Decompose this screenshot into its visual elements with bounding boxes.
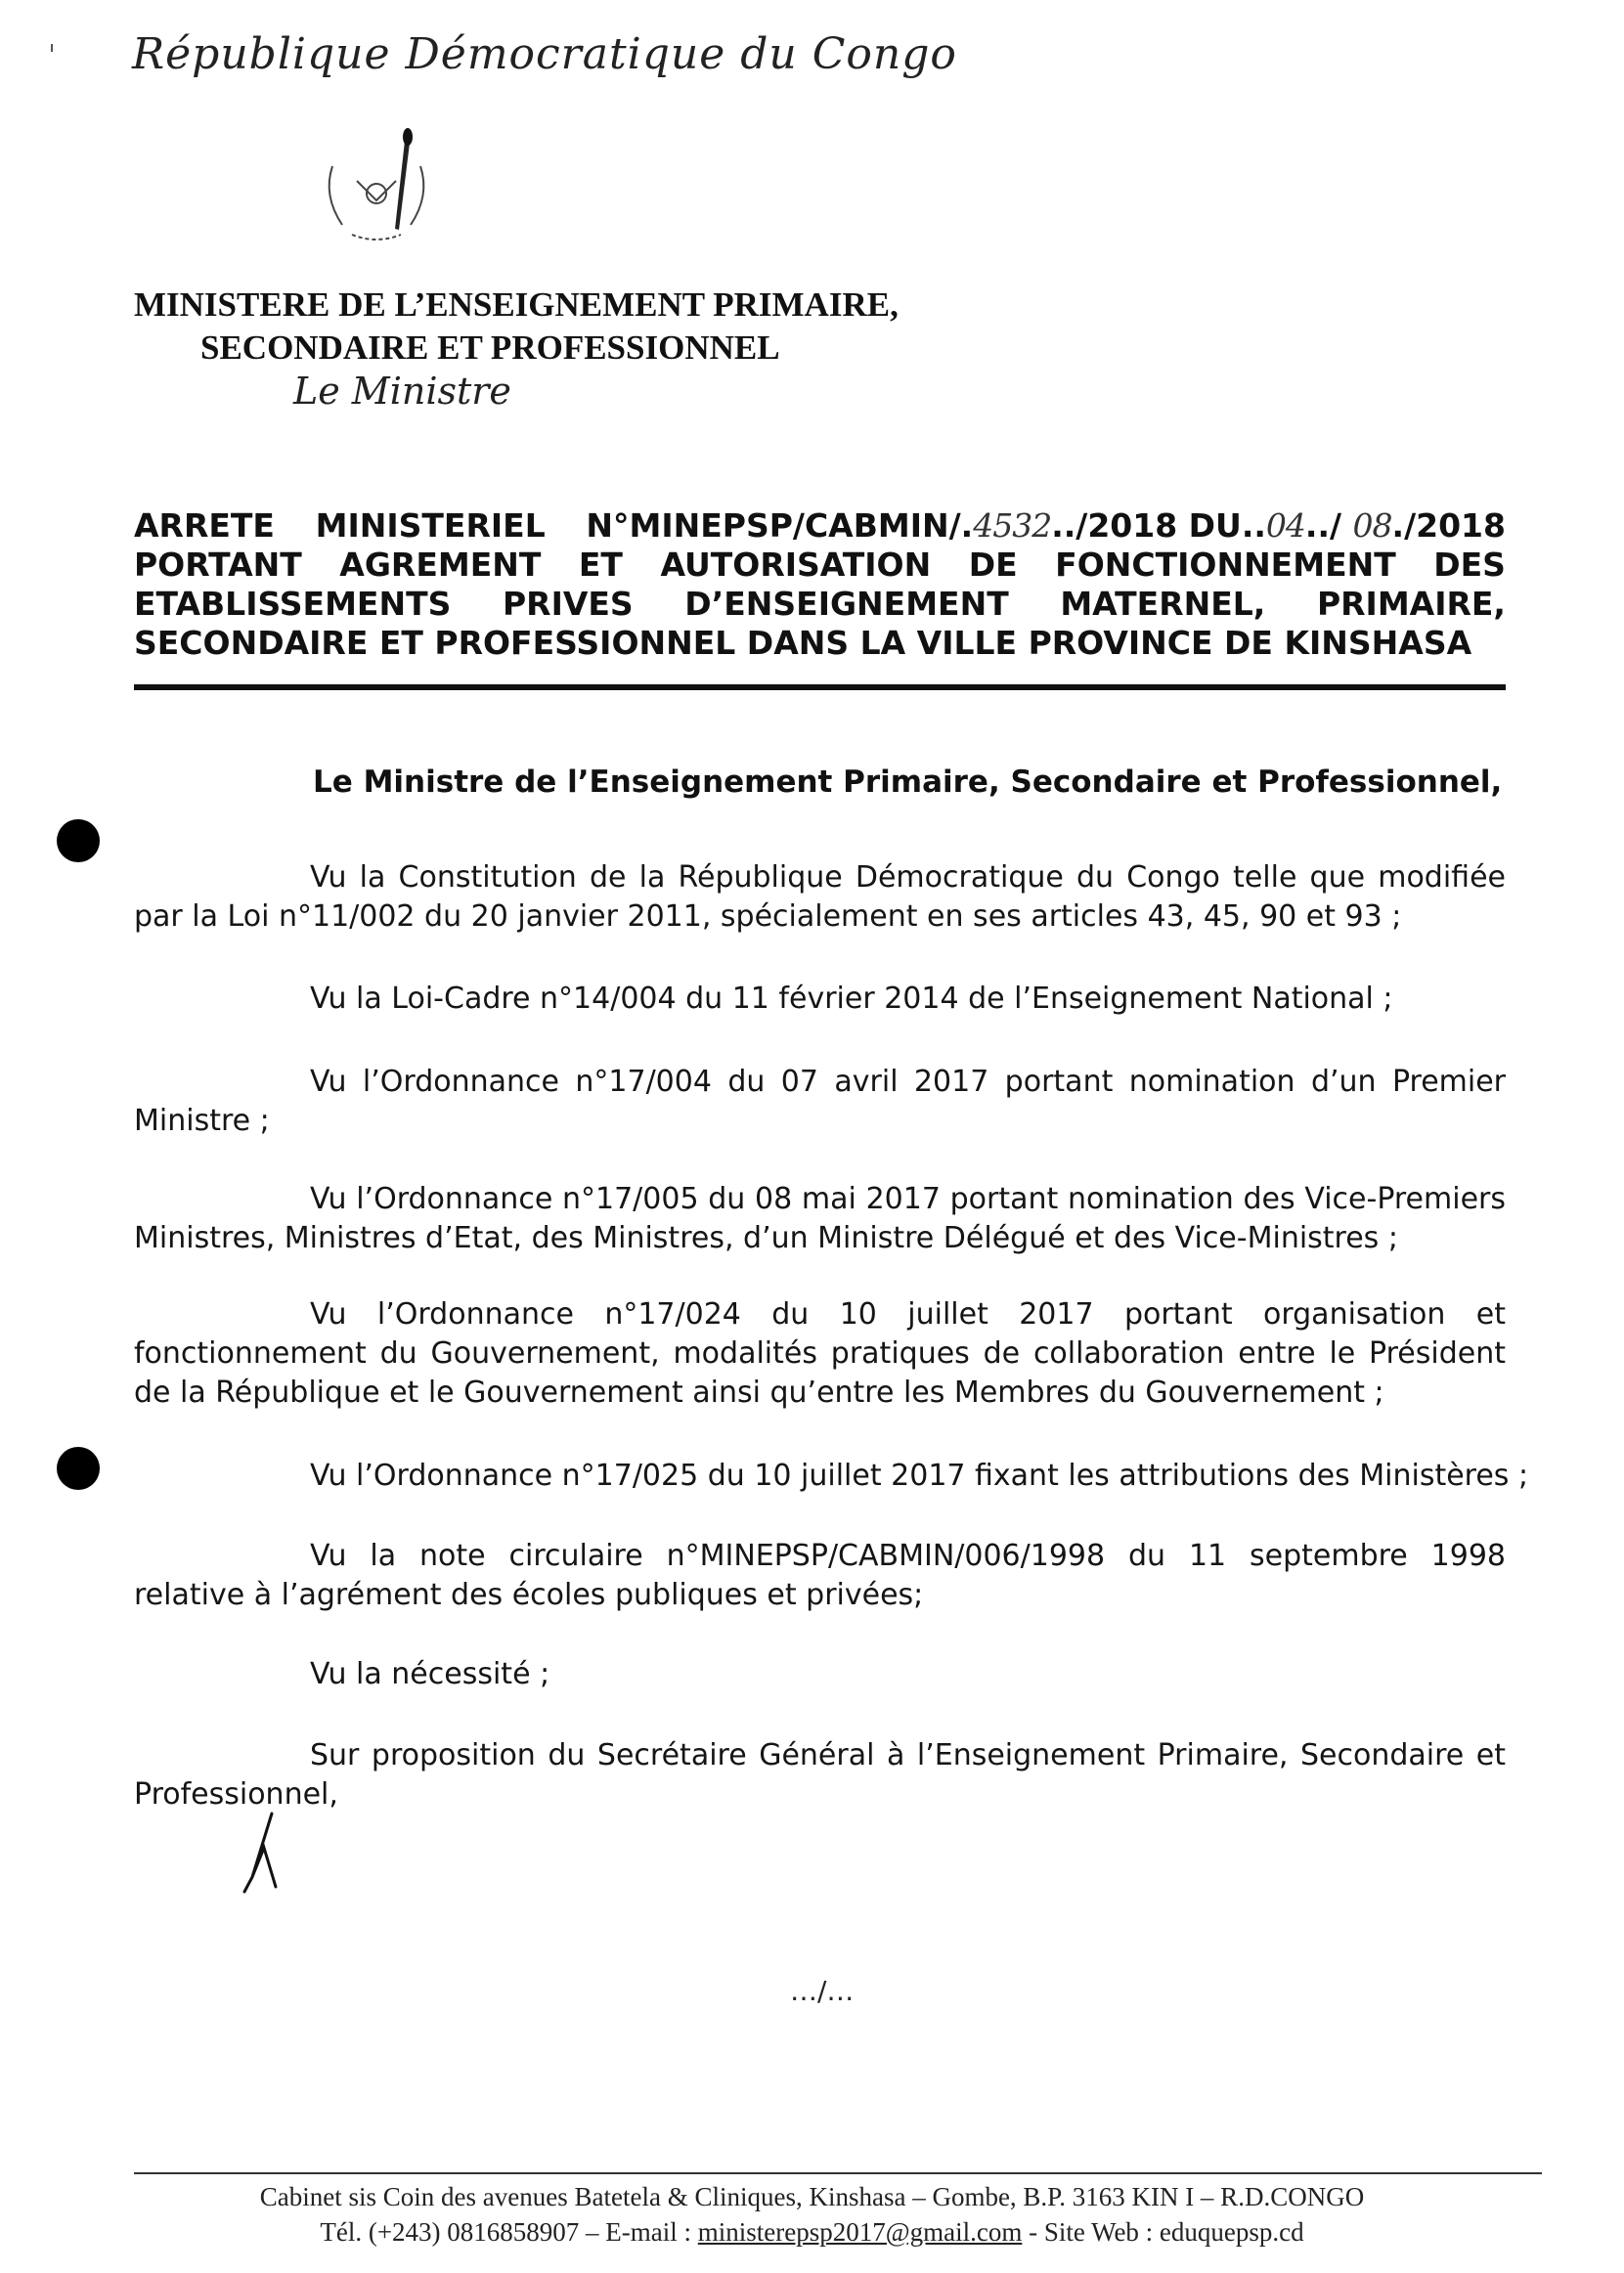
handwritten-day: 04 — [1265, 506, 1305, 545]
ministry-line-1: MINISTERE DE L’ENSEIGNEMENT PRIMAIRE, — [134, 285, 899, 324]
decree-number: N°MINEPSP/CABMIN/.4532../2018 DU..04../ 08./2018 — [586, 506, 1506, 545]
heading-word: ET — [578, 546, 623, 584]
heading-word: MATERNEL, — [1060, 585, 1266, 623]
heading-word: SECONDAIRE ET PROFESSIONNEL DANS LA VILLE PROVINCE DE KINSHASA — [134, 624, 1472, 662]
coat-of-arms-emblem — [313, 127, 440, 249]
visa-paragraph: Vu l’Ordonnance n°17/004 du 07 avril 2017 portant nomination d’un Premier Ministre ; — [134, 1065, 1506, 1138]
heading-word: ARRETE — [134, 506, 275, 545]
heading-word: D’ENSEIGNEMENT — [684, 585, 1009, 623]
visa-paragraph: Vu la Loi-Cadre n°14/004 du 11 février 2014 de l’Enseignement National ; — [310, 982, 1393, 1016]
heading-line-4 — [134, 624, 1506, 663]
heading-word: FONCTIONNEMENT — [1055, 546, 1396, 584]
visa-paragraph: Vu la note circulaire n°MINEPSP/CABMIN/006/1998 du 11 septembre 1998 relative à l’agrément des écoles publiques et privées; — [134, 1539, 1506, 1612]
heading-line-1 — [134, 506, 1506, 546]
punch-hole-mark — [57, 819, 100, 862]
punch-hole-mark — [57, 1447, 100, 1490]
visa-paragraph: Vu l’Ordonnance n°17/025 du 10 juillet 2017 fixant les attributions des Ministères ; — [310, 1459, 1529, 1493]
heading-word: DE — [968, 546, 1018, 584]
heading-word: PRIVES — [502, 585, 634, 623]
heading-word: ETABLISSEMENTS — [134, 585, 452, 623]
visa-paragraph: Vu l’Ordonnance n°17/024 du 10 juillet 2017 portant organisation et fonctionnement du Gouvernement, modalités pratiques de collaboration entre le Président de la République et le Gouvernement ainsi qu’entre les Membres du Gouvernement ; — [134, 1297, 1506, 1410]
ministry-line-2: SECONDAIRE ET PROFESSIONNEL — [200, 328, 780, 367]
heading-word: DES — [1433, 546, 1506, 584]
heading-word: MINISTERIEL — [315, 506, 546, 545]
heading-line-3 — [134, 585, 1506, 624]
minister-title: Le Ministre de l’Enseignement Primaire, Secondaire et Professionnel, — [313, 765, 1503, 800]
heading-line-2 — [134, 546, 1506, 585]
visa-paragraph: Vu la nécessité ; — [310, 1657, 550, 1691]
heading-word: PRIMAIRE, — [1316, 585, 1506, 623]
republic-header: République Démocratique du Congo — [132, 29, 957, 79]
margin-mark — [51, 44, 53, 52]
heading-rule — [134, 684, 1506, 690]
visa-paragraph: Sur proposition du Secrétaire Général à l’Enseignement Primaire, Secondaire et Professionnel, — [134, 1738, 1506, 1812]
handwritten-month: 08 — [1352, 506, 1392, 545]
footer-contact: Tél. (+243) 0816858907 – E-mail : ministerepsp2017@gmail.com - Site Web : eduquepsp.cd — [320, 2217, 1304, 2247]
heading-word: PORTANT — [134, 546, 302, 584]
initials-signature — [235, 1809, 293, 1897]
visa-paragraph: Vu l’Ordonnance n°17/005 du 08 mai 2017 portant nomination des Vice-Premiers Ministres, Ministres d’Etat, des Ministres, d’un Ministre Délégué et des Vice-Ministres ; — [134, 1182, 1506, 1255]
footer-address: Cabinet sis Coin des avenues Batetela & Cliniques, Kinshasa – Gombe, B.P. 3163 KIN I – R.D.CONGO — [259, 2182, 1365, 2211]
footer-email-link[interactable]: ministerepsp2017@gmail.com — [697, 2217, 1023, 2247]
visa-paragraph: Vu la Constitution de la République Démocratique du Congo telle que modifiée par la Loi n°11/002 du 20 janvier 2011, spécialement en ses articles 43, 45, 90 et 93 ; — [134, 860, 1506, 934]
handwritten-number: 4532 — [973, 506, 1052, 545]
continuation-mark: …/… — [790, 1975, 855, 2007]
heading-word: AGREMENT — [339, 546, 542, 584]
heading-word: AUTORISATION — [660, 546, 932, 584]
le-ministre-title: Le Ministre — [293, 370, 511, 413]
footer-rule — [134, 2172, 1542, 2174]
decree-heading — [134, 506, 1506, 663]
